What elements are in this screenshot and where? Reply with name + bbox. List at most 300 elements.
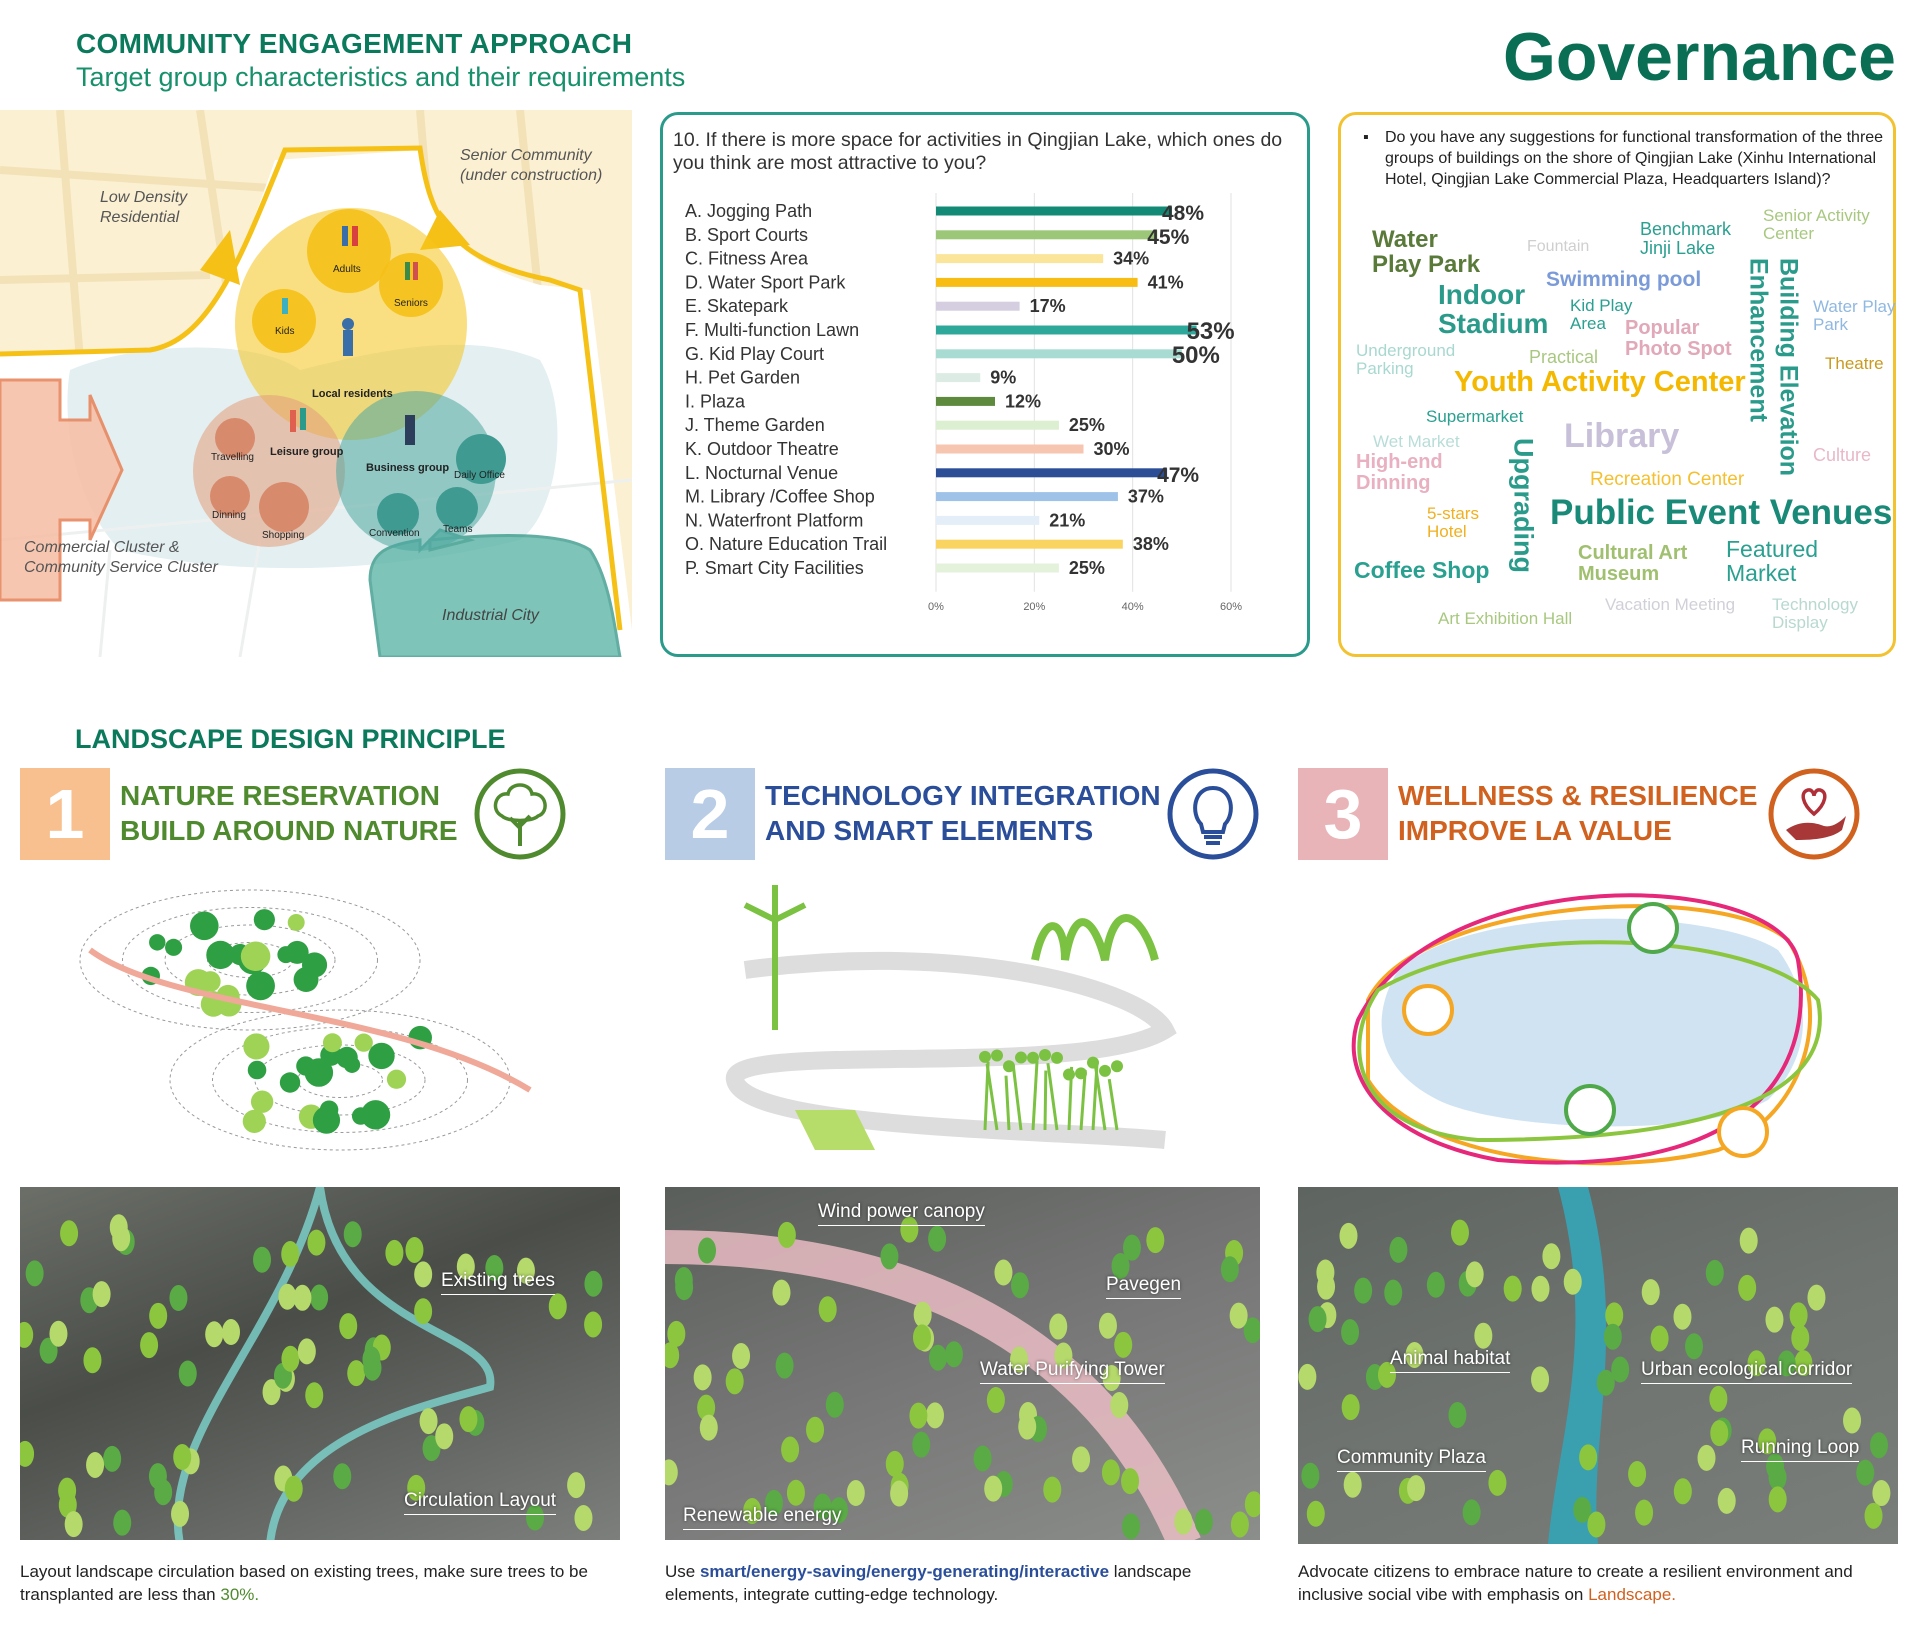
cloud-word: Upgrading bbox=[1508, 438, 1539, 573]
cloud-word: Water Play Park bbox=[1813, 297, 1896, 334]
tree-mark bbox=[1706, 1260, 1724, 1286]
chart-title: 10. If there is more space for activities in Qingjian Lake, which ones do you think are most attractive to you? bbox=[673, 129, 1283, 174]
principle-caption-2: Use smart/energy-saving/energy-generating/interactive landscape elements, integrate cutting-edge technology. bbox=[665, 1562, 1192, 1604]
group-label-local-residents: Local residents bbox=[312, 388, 393, 400]
cloud-word: Featured Market bbox=[1726, 536, 1819, 587]
tree-mark bbox=[459, 1406, 477, 1432]
category-label: O. Nature Education Trail bbox=[685, 534, 888, 555]
tree-mark bbox=[1872, 1480, 1890, 1506]
tree-mark bbox=[387, 1070, 406, 1089]
tree-mark bbox=[987, 1387, 1005, 1413]
tree-mark bbox=[1230, 1303, 1248, 1329]
group-label-seniors: Seniors bbox=[394, 298, 428, 309]
category-label: B. Sport Courts bbox=[685, 224, 809, 245]
tree-mark bbox=[1642, 1279, 1660, 1305]
tree-mark bbox=[1072, 1446, 1090, 1472]
category-label: N. Waterfront Platform bbox=[685, 510, 864, 531]
principles-heading: LANDSCAPE DESIGN PRINCIPLE bbox=[75, 724, 506, 754]
tree-icon bbox=[472, 766, 568, 862]
tree-mark bbox=[171, 1501, 189, 1527]
photo-label: Existing trees bbox=[441, 1270, 555, 1295]
tree-mark bbox=[1865, 1503, 1883, 1529]
tree-mark bbox=[361, 1100, 390, 1129]
value-label: 30% bbox=[1093, 439, 1130, 459]
category-label: P. Smart City Facilities bbox=[685, 558, 864, 578]
tree-mark bbox=[323, 1033, 342, 1052]
tree-mark bbox=[281, 1346, 299, 1372]
x-tick-label: 60% bbox=[1219, 600, 1243, 613]
tree-mark bbox=[781, 1437, 799, 1463]
group-label-kids: Kids bbox=[275, 326, 295, 337]
tree-mark bbox=[149, 1463, 167, 1489]
tree-mark bbox=[1099, 1313, 1117, 1339]
tree-mark bbox=[65, 1511, 83, 1537]
principle-photo-1 bbox=[20, 1187, 620, 1540]
value-label: 17% bbox=[1029, 296, 1066, 317]
tree-mark bbox=[281, 1241, 299, 1267]
tree-mark bbox=[567, 1472, 585, 1498]
tree-mark bbox=[1474, 1323, 1492, 1349]
tree-mark bbox=[355, 1034, 373, 1052]
tree-mark bbox=[1542, 1243, 1560, 1269]
value-label: 45% bbox=[1147, 225, 1190, 249]
tree-mark bbox=[60, 1220, 78, 1246]
tree-mark bbox=[1354, 1278, 1372, 1304]
tree-mark bbox=[1531, 1366, 1549, 1392]
cloud-word: Coffee Shop bbox=[1354, 557, 1490, 583]
photo-label: Urban ecological corridor bbox=[1641, 1359, 1852, 1384]
group-label-convention: Convention bbox=[369, 528, 420, 539]
tree-mark bbox=[1451, 1220, 1469, 1246]
tree-mark bbox=[1685, 1333, 1703, 1359]
bar bbox=[936, 349, 1182, 358]
tree-mark bbox=[912, 1432, 930, 1458]
principle-number-2: 2 bbox=[665, 768, 755, 860]
tree-mark bbox=[243, 1110, 266, 1133]
photo-label: Running Loop bbox=[1741, 1437, 1859, 1462]
category-label: A. Jogging Path bbox=[685, 201, 813, 221]
area-label-senior-community: Senior Community (under construction) bbox=[460, 147, 603, 184]
value-label: 53% bbox=[1186, 318, 1235, 345]
tree-mark bbox=[368, 1043, 394, 1069]
tree-mark bbox=[1110, 1392, 1128, 1418]
tree-mark bbox=[1114, 1332, 1132, 1358]
bar bbox=[936, 445, 1084, 454]
word-cloud-panel bbox=[1338, 112, 1896, 657]
tree-mark bbox=[667, 1321, 685, 1347]
bar bbox=[936, 516, 1039, 525]
principle-number-1: 1 bbox=[20, 768, 110, 860]
x-tick-label: 20% bbox=[1023, 600, 1046, 613]
group-label-business: Business group bbox=[366, 462, 450, 474]
tree-mark bbox=[149, 934, 165, 950]
cloud-word: Public Event Venues bbox=[1550, 493, 1893, 532]
tree-mark bbox=[435, 1423, 453, 1449]
tree-mark bbox=[847, 1480, 865, 1506]
principle-diagram-2 bbox=[665, 880, 1260, 1180]
tree-mark bbox=[310, 1285, 328, 1311]
principle-diagram-3 bbox=[1298, 880, 1898, 1180]
tree-mark bbox=[776, 1353, 794, 1379]
tree-mark bbox=[1018, 1414, 1036, 1440]
cloud-word: Popular Photo Spot bbox=[1625, 317, 1732, 360]
value-label: 21% bbox=[1049, 510, 1086, 531]
bar bbox=[936, 564, 1059, 573]
tree-mark bbox=[1740, 1228, 1758, 1254]
tree-mark bbox=[190, 912, 219, 941]
area-label-low-density: Low Density Residential bbox=[100, 189, 188, 226]
principle-caption-3: Advocate citizens to embrace nature to create a resilient environment and inclusive social vibe with emphasis on Landscape. bbox=[1298, 1562, 1853, 1604]
tree-mark bbox=[584, 1271, 602, 1297]
tree-mark bbox=[1673, 1304, 1691, 1330]
tree-mark bbox=[49, 1321, 67, 1347]
frog-icon bbox=[1566, 1086, 1614, 1134]
cloud-word: Practical bbox=[1529, 347, 1599, 367]
principle-caption-1: Layout landscape circulation based on existing trees, make sure trees to be transplanted are less than 30%. bbox=[20, 1562, 588, 1604]
cloud-word: Art Exhibition Hall bbox=[1438, 609, 1573, 628]
tree-mark bbox=[1384, 1280, 1402, 1306]
tree-mark bbox=[826, 1392, 844, 1418]
tree-mark bbox=[694, 1364, 712, 1390]
category-label: K. Outdoor Theatre bbox=[685, 439, 839, 459]
cloud-word: Building Elevation bbox=[1774, 258, 1803, 477]
tree-mark bbox=[254, 909, 275, 930]
category-label: M. Library /Coffee Shop bbox=[685, 486, 875, 507]
tree-mark bbox=[339, 1313, 357, 1339]
tree-mark bbox=[994, 1260, 1012, 1286]
tree-mark bbox=[1587, 1511, 1605, 1537]
lightbulb-icon bbox=[1165, 766, 1261, 862]
group-label-teams: Teams bbox=[443, 524, 473, 535]
cloud-word: Swimming pool bbox=[1546, 268, 1702, 291]
cloud-word: Benchmark Jinji Lake bbox=[1640, 219, 1732, 258]
tree-mark bbox=[1698, 1445, 1716, 1471]
runner-icon bbox=[1404, 986, 1452, 1034]
tree-mark bbox=[1628, 1461, 1646, 1487]
value-label: 48% bbox=[1162, 202, 1205, 225]
cloud-word: Culture bbox=[1813, 445, 1872, 465]
tree-mark bbox=[675, 1274, 693, 1300]
tree-mark bbox=[86, 1452, 104, 1478]
value-label: 38% bbox=[1132, 534, 1169, 555]
tree-mark bbox=[1790, 1302, 1808, 1328]
photo-label: Renewable energy bbox=[683, 1505, 841, 1530]
bar bbox=[936, 540, 1123, 549]
group-label-leisure: Leisure group bbox=[270, 446, 344, 458]
area-label-commercial: Commercial Cluster & Community Service Cluster bbox=[24, 539, 218, 576]
tree-mark bbox=[280, 1072, 300, 1092]
tree-mark bbox=[1488, 1470, 1506, 1496]
tree-mark bbox=[253, 1247, 271, 1273]
section-heading: Governance bbox=[1502, 19, 1896, 95]
principle-photo-3 bbox=[1298, 1187, 1898, 1544]
tree-mark bbox=[1121, 1468, 1139, 1494]
tree-mark bbox=[179, 1360, 197, 1386]
tree-mark bbox=[1448, 1402, 1466, 1428]
value-label: 25% bbox=[1068, 558, 1105, 578]
category-label: G. Kid Play Court bbox=[685, 343, 825, 364]
bar bbox=[936, 373, 980, 382]
tree-mark bbox=[1604, 1324, 1622, 1350]
category-label: C. Fitness Area bbox=[685, 248, 809, 269]
runner-icon bbox=[1719, 1108, 1767, 1156]
tree-mark bbox=[1309, 1306, 1327, 1332]
tree-mark bbox=[1102, 1459, 1120, 1485]
tree-mark bbox=[574, 1505, 592, 1531]
cloud-word: Water Play Park bbox=[1372, 226, 1481, 279]
cloud-word: Technology Display bbox=[1772, 595, 1859, 632]
page-subtitle: Target group characteristics and their requirements bbox=[76, 62, 686, 92]
tree-mark bbox=[787, 1480, 805, 1506]
cloud-word: Fountain bbox=[1527, 238, 1590, 255]
cloud-word: Wet Market bbox=[1373, 432, 1460, 451]
tree-mark bbox=[1221, 1256, 1239, 1282]
tree-mark bbox=[1531, 1276, 1549, 1302]
tree-mark bbox=[778, 1222, 796, 1248]
value-label: 25% bbox=[1068, 415, 1105, 436]
tree-mark bbox=[929, 1345, 947, 1371]
tree-mark bbox=[1579, 1444, 1597, 1470]
tree-mark bbox=[886, 1451, 904, 1477]
value-label: 47% bbox=[1157, 463, 1200, 487]
tree-mark bbox=[414, 1298, 432, 1324]
x-tick-label: 40% bbox=[1121, 600, 1144, 613]
tree-mark bbox=[1769, 1486, 1787, 1512]
tree-mark bbox=[251, 1091, 273, 1113]
tree-mark bbox=[806, 1417, 824, 1443]
tree-mark bbox=[222, 1319, 240, 1345]
cloud-word: Cultural Art Museum bbox=[1578, 542, 1688, 585]
tree-mark bbox=[1342, 1394, 1360, 1420]
tree-mark bbox=[974, 1445, 992, 1471]
tree-mark bbox=[414, 1261, 432, 1287]
photo-label: Community Plaza bbox=[1337, 1447, 1486, 1472]
tree-mark bbox=[26, 1260, 44, 1286]
cloud-word: High-end Dinning bbox=[1356, 451, 1443, 494]
tree-mark bbox=[1245, 1491, 1260, 1517]
principle-number-3: 3 bbox=[1298, 768, 1388, 860]
tree-mark bbox=[293, 1285, 311, 1311]
bar-chart bbox=[663, 115, 1307, 654]
bar bbox=[936, 492, 1118, 501]
tree-mark bbox=[243, 1033, 269, 1059]
tree-mark bbox=[928, 1226, 946, 1252]
tree-mark bbox=[1710, 1420, 1728, 1446]
tree-mark bbox=[385, 1240, 403, 1266]
tree-mark bbox=[298, 1338, 316, 1364]
cloud-word: Enhancement bbox=[1744, 258, 1773, 422]
tree-mark bbox=[913, 1324, 931, 1350]
photo-label: Water Purifying Tower bbox=[980, 1359, 1165, 1384]
tree-mark bbox=[405, 1237, 423, 1263]
tree-mark bbox=[1674, 1478, 1692, 1504]
value-label: 9% bbox=[990, 367, 1017, 388]
tree-mark bbox=[1049, 1314, 1067, 1340]
tree-mark bbox=[914, 1302, 932, 1328]
tree-mark bbox=[347, 1360, 365, 1386]
tree-mark bbox=[1011, 1272, 1029, 1298]
tree-mark bbox=[420, 1408, 438, 1434]
bar bbox=[936, 468, 1167, 477]
tree-mark bbox=[1146, 1227, 1164, 1253]
category-label: D. Water Sport Park bbox=[685, 272, 846, 293]
tree-mark bbox=[1339, 1223, 1357, 1249]
tree-mark bbox=[1195, 1509, 1213, 1535]
tree-mark bbox=[333, 1463, 351, 1489]
tree-mark bbox=[1407, 1475, 1425, 1501]
tree-mark bbox=[1597, 1370, 1615, 1396]
bar bbox=[936, 421, 1059, 430]
tree-mark bbox=[1466, 1261, 1484, 1287]
tree-mark bbox=[890, 1481, 908, 1507]
tree-mark bbox=[173, 1444, 191, 1470]
tree-mark bbox=[288, 914, 305, 931]
tree-mark bbox=[1718, 1488, 1736, 1514]
tree-mark bbox=[819, 1296, 837, 1322]
tree-mark bbox=[246, 971, 275, 1000]
tree-mark bbox=[549, 1293, 567, 1319]
cloud-word: Recreation Center bbox=[1590, 469, 1745, 490]
cloud-word: Library bbox=[1564, 417, 1680, 455]
bar bbox=[936, 397, 995, 406]
tree-mark bbox=[945, 1341, 963, 1367]
tree-mark bbox=[732, 1343, 750, 1369]
bird-icon bbox=[1629, 904, 1677, 952]
tree-mark bbox=[113, 1510, 131, 1536]
principle-title-1: NATURE RESERVATION BUILD AROUND NATURE bbox=[120, 780, 458, 846]
tree-mark bbox=[1807, 1285, 1825, 1311]
tree-mark bbox=[149, 1303, 167, 1329]
cloud-question: ▪ Do you have any suggestions for functional transformation of the three groups of buildings on the shore of Qingjian Lake (Xinhu International Hotel, Qingjian Lake Commercial Plaza, Headquarters Island)? bbox=[1385, 127, 1885, 190]
cloud-word: Theatre bbox=[1825, 354, 1884, 373]
tree-mark bbox=[165, 939, 182, 956]
cloud-word: Kid Play Area bbox=[1570, 296, 1633, 333]
tree-mark bbox=[1504, 1276, 1522, 1302]
tree-mark bbox=[1427, 1272, 1445, 1298]
value-label: 34% bbox=[1113, 248, 1150, 269]
value-label: 50% bbox=[1171, 341, 1220, 369]
tree-mark bbox=[305, 1382, 323, 1408]
tree-mark bbox=[1317, 1274, 1335, 1300]
bar bbox=[936, 302, 1020, 311]
tree-mark bbox=[1709, 1386, 1727, 1412]
tree-mark bbox=[206, 941, 234, 969]
category-label: L. Nocturnal Venue bbox=[685, 462, 839, 483]
tree-mark bbox=[20, 1441, 34, 1467]
group-label-travelling: Travelling bbox=[211, 452, 254, 463]
category-label: J. Theme Garden bbox=[685, 415, 825, 436]
tree-mark bbox=[1651, 1325, 1669, 1351]
tree-mark bbox=[880, 1243, 898, 1269]
photo-label: Pavegen bbox=[1106, 1274, 1181, 1299]
principle-diagram-1 bbox=[20, 880, 620, 1180]
tree-mark bbox=[140, 1332, 158, 1358]
photo-label: Circulation Layout bbox=[404, 1490, 556, 1515]
category-label: I. Plaza bbox=[685, 391, 746, 412]
tree-mark bbox=[1843, 1407, 1861, 1433]
tree-mark bbox=[772, 1280, 790, 1306]
bar bbox=[936, 207, 1172, 216]
group-label-adults: Adults bbox=[333, 264, 361, 275]
tree-mark bbox=[169, 1285, 187, 1311]
tree-mark bbox=[1307, 1501, 1325, 1527]
tree-mark bbox=[726, 1368, 744, 1394]
principle-title-3: WELLNESS & RESILIENCE IMPROVE LA VALUE bbox=[1398, 780, 1758, 846]
group-label-daily-office: Daily Office bbox=[454, 470, 505, 481]
tree-mark bbox=[1564, 1269, 1582, 1295]
cloud-word: 5-stars Hotel bbox=[1427, 504, 1479, 541]
tree-mark bbox=[363, 1355, 381, 1381]
photo-label: Animal habitat bbox=[1390, 1348, 1510, 1373]
cloud-word: Underground Parking bbox=[1356, 341, 1456, 378]
bar bbox=[936, 326, 1197, 335]
tree-mark bbox=[20, 1322, 33, 1348]
tree-mark bbox=[83, 1347, 101, 1373]
tree-mark bbox=[307, 1230, 325, 1256]
bar bbox=[936, 254, 1103, 263]
tree-mark bbox=[1122, 1513, 1140, 1539]
group-label-shopping: Shopping bbox=[262, 530, 305, 541]
tree-mark bbox=[584, 1311, 602, 1337]
page-title: COMMUNITY ENGAGEMENT APPROACH bbox=[76, 28, 633, 59]
tree-mark bbox=[1870, 1432, 1888, 1458]
cloud-word: Vacation Meeting bbox=[1605, 595, 1736, 614]
value-label: 12% bbox=[1005, 391, 1042, 412]
tree-mark bbox=[285, 1476, 303, 1502]
tree-mark bbox=[1765, 1307, 1783, 1333]
tree-mark bbox=[984, 1476, 1002, 1502]
bar bbox=[936, 278, 1138, 287]
tree-mark bbox=[1301, 1463, 1319, 1489]
principle-title-2: TECHNOLOGY INTEGRATION AND SMART ELEMENTS bbox=[765, 780, 1161, 846]
category-label: H. Pet Garden bbox=[685, 367, 801, 388]
tree-mark bbox=[1856, 1460, 1874, 1486]
tree-mark bbox=[1344, 1472, 1362, 1498]
value-label: 41% bbox=[1147, 272, 1184, 293]
tree-mark bbox=[103, 1446, 121, 1472]
tree-mark bbox=[277, 946, 294, 963]
tree-mark bbox=[302, 952, 327, 977]
cloud-word: Supermarket bbox=[1426, 407, 1524, 426]
tree-mark bbox=[1123, 1235, 1141, 1261]
tree-mark bbox=[1298, 1364, 1316, 1390]
tree-mark bbox=[698, 1238, 716, 1264]
photo-label: Wind power canopy bbox=[818, 1201, 985, 1226]
tree-mark bbox=[926, 1402, 944, 1428]
tree-mark bbox=[344, 1221, 362, 1247]
area-label-industrial: Industrial City bbox=[442, 607, 539, 624]
tree-mark bbox=[296, 1056, 315, 1075]
tree-mark bbox=[1791, 1325, 1809, 1351]
principle-photo-2 bbox=[665, 1187, 1260, 1540]
category-label: F. Multi-function Lawn bbox=[685, 320, 860, 340]
x-tick-label: 0% bbox=[928, 600, 944, 613]
tree-mark bbox=[205, 1321, 223, 1347]
tree-mark bbox=[909, 1403, 927, 1429]
category-label: E. Skatepark bbox=[685, 296, 789, 317]
tree-mark bbox=[241, 941, 271, 971]
tree-mark bbox=[93, 1281, 111, 1307]
cloud-word: Senior Activity Center bbox=[1763, 206, 1870, 243]
tree-mark bbox=[1043, 1477, 1061, 1503]
group-label-dinning: Dinning bbox=[212, 510, 246, 521]
tree-mark bbox=[665, 1459, 678, 1485]
value-label: 37% bbox=[1127, 486, 1164, 507]
tree-mark bbox=[1231, 1511, 1249, 1537]
tree-mark bbox=[1389, 1237, 1407, 1263]
tree-mark bbox=[1463, 1499, 1481, 1525]
bar bbox=[936, 230, 1157, 239]
